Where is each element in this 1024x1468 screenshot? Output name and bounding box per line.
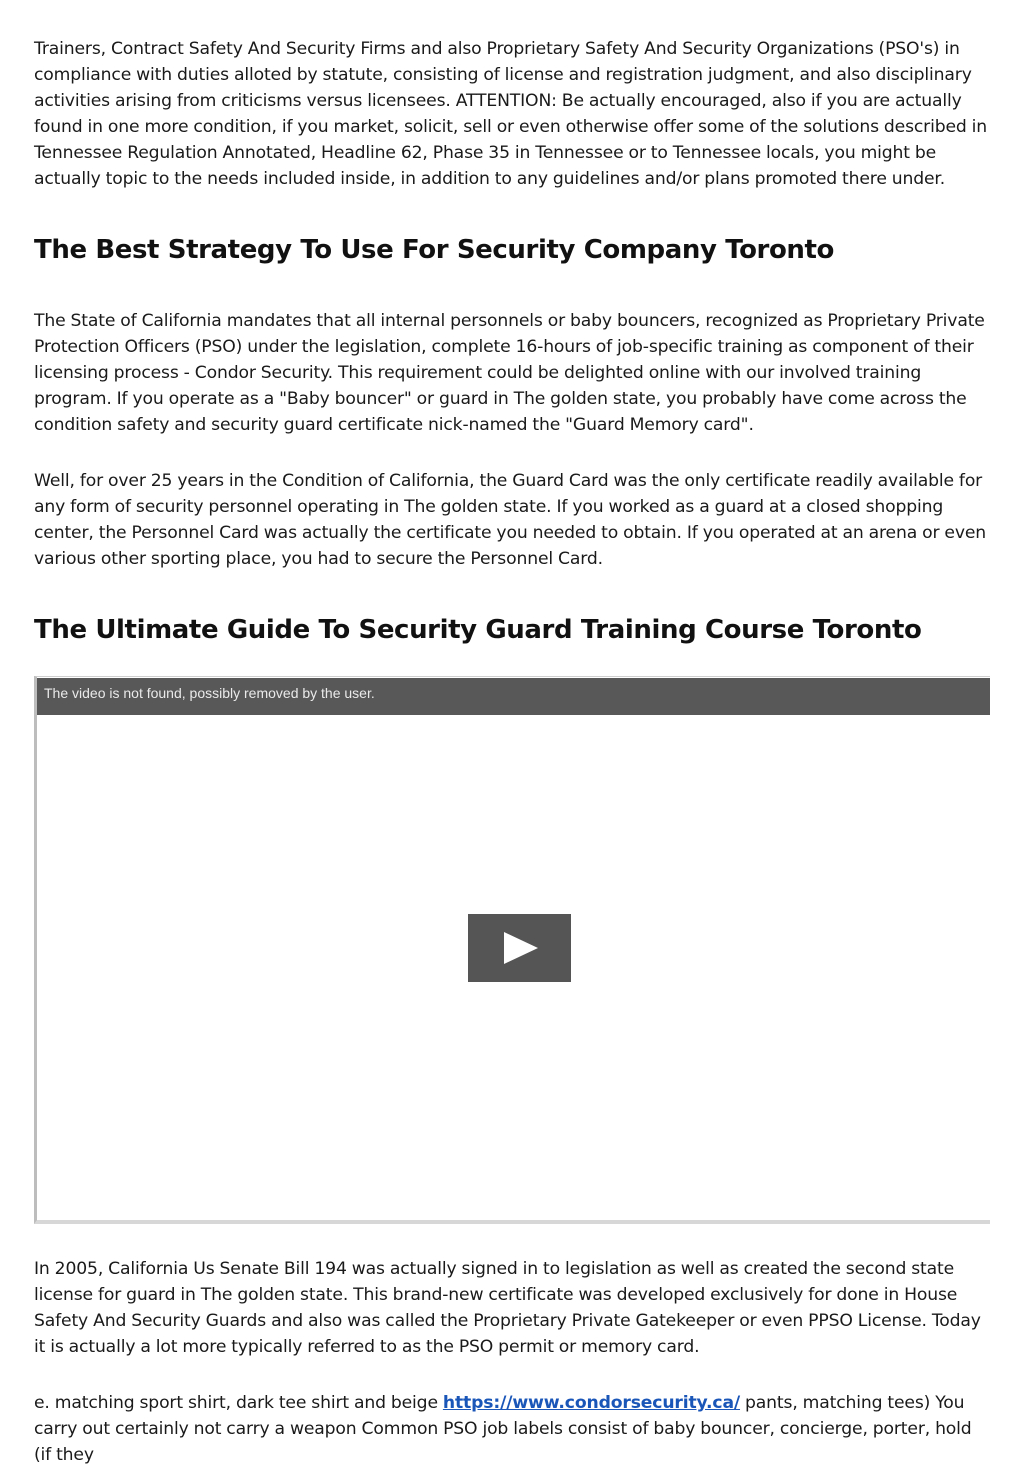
video-error-bar (37, 678, 990, 715)
heading-ultimate-guide: The Ultimate Guide To Security Guard Training Course Toronto (34, 615, 922, 645)
paragraph-senate-bill: In 2005, California Us Senate Bill 194 was actually signed in to legislation as well as created the second state license for guard in The golden state. This brand-new certificate was developed exclusively for done in House Safety And Security Guards and also was called the Proprietary Private Gatekeeper or even PPSO License. Today it is actually a lot more typically referred to as the PSO permit or memory card. (34, 1259, 981, 1357)
play-button[interactable] (468, 914, 571, 982)
condor-security-link[interactable]: https://www.condorsecurity.ca/ (442, 1393, 741, 1413)
paragraph-text-after-link: pants, matching tees) You carry out certainly not carry a weapon Common PSO job labels consist of baby bouncer, concierge, porter, hold (if they (34, 1393, 972, 1465)
video-error-message: The video is not found, possibly removed by the user. (44, 685, 375, 701)
paragraph-california-mandate: The State of California mandates that all internal personnels or baby bouncers, recognized as Proprietary Private Protection Officers (PSO) under the legislation, complete 16-hours of job-specific training as component of their licensing process - Condor Security. This requirement could be delighted online with our involved training program. If you operate as a "Baby bouncer" or guard in The golden state, you probably have come across the condition safety and security guard certificate nick-named the "Guard Memory card". (34, 311, 985, 435)
paragraph-pso-job-labels (34, 1390, 992, 1468)
video-embed[interactable] (34, 676, 990, 1224)
heading-best-strategy: The Best Strategy To Use For Security Company Toronto (34, 235, 835, 265)
paragraph-intro: Trainers, Contract Safety And Security Firms and also Proprietary Safety And Security Organizations (PSO's) in compliance with duties alloted by statute, consisting of license and registration judgment, and also disciplinary activities arising from criticisms versus licensees. ATTENTION: Be actually encouraged, also if you are actually found in one more condition, if you market, solicit, sell or even otherwise offer some of the solutions described in Tennessee Regulation Annotated, Headline 62, Phase 35 in Tennessee or to Tennessee locals, you might be actually topic to the needs included inside, in addition to any guidelines and/or plans promoted there under. (34, 39, 988, 189)
paragraph-text-before-link: e. matching sport shirt, dark tee shirt and beige (34, 1393, 443, 1413)
play-icon (468, 914, 571, 982)
document-body (34, 36, 992, 1468)
paragraph-guard-card-history: Well, for over 25 years in the Condition of California, the Guard Card was the only certificate readily available for any form of security personnel operating in The golden state. If you worked as a guard at a closed shopping center, the Personnel Card was actually the certificate you needed to obtain. If you operated at an arena or even various other sporting place, you had to secure the Personnel Card. (34, 471, 987, 569)
